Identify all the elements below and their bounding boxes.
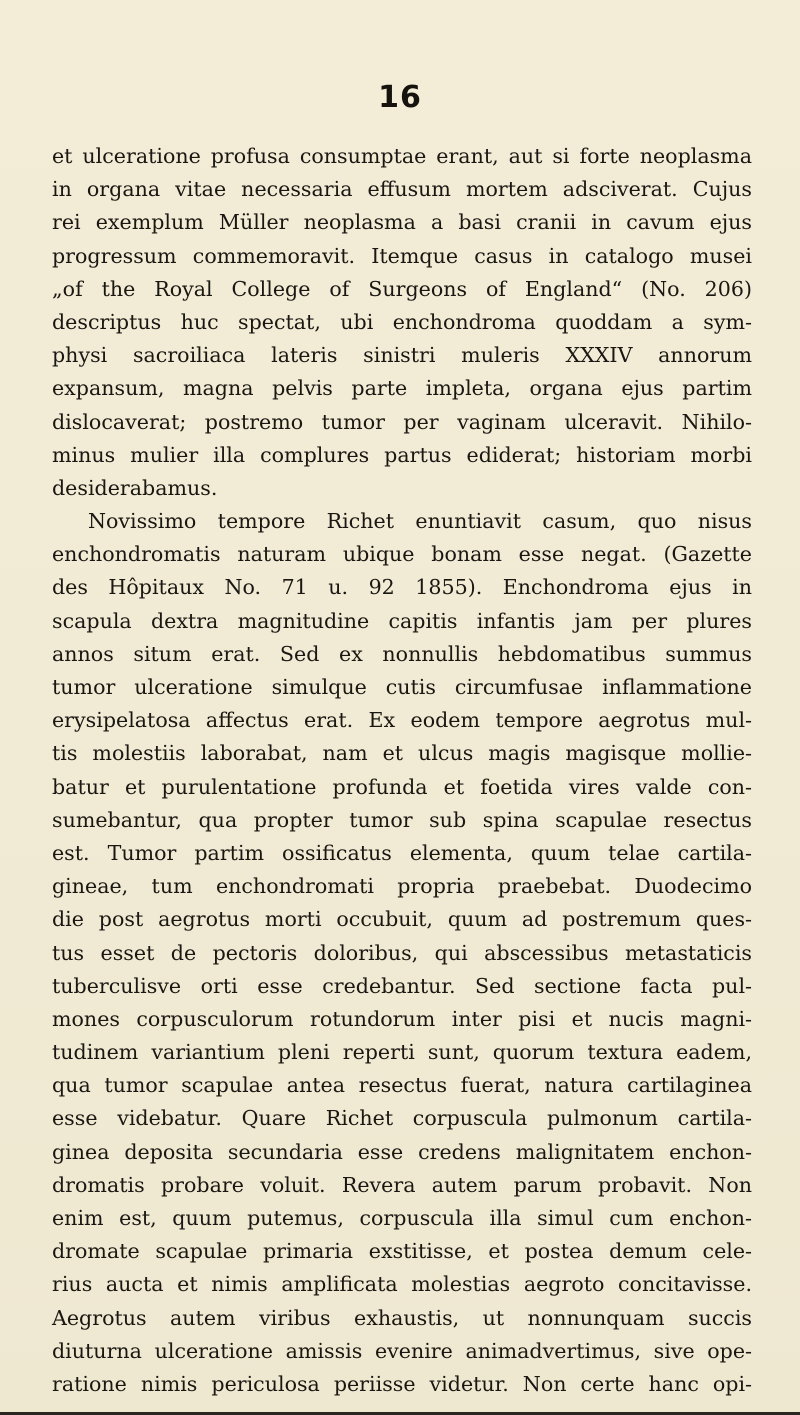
text-line: dromate scapulae primaria exstitisse, et postea demum cele-	[52, 1239, 752, 1264]
text-line: est. Tumor partim ossificatus elementa, quum telae cartila-	[52, 840, 752, 865]
text-line: batur et purulentatione profunda et foetida vires valde con-	[52, 774, 752, 799]
text-line: tumor ulceratione simulque cutis circumfusae inflammatione	[52, 675, 752, 699]
text-line: annos situm erat. Sed ex nonnullis hebdomatibus summus	[52, 641, 752, 666]
text-line: erysipelatosa affectus erat. Ex eodem tempore aegrotus mul-	[52, 708, 752, 733]
text-line: scapula dextra magnitudine capitis infantis jam per plures	[52, 608, 752, 633]
text-line: ginea deposita secundaria esse credens malignitatem enchon-	[52, 1139, 752, 1164]
text-line: qua tumor scapulae antea resectus fuerat, natura cartilaginea	[52, 1073, 752, 1098]
text-line: ratione nimis periculosa periisse videtur. Non certe hanc opi-	[52, 1371, 752, 1396]
text-line: progressum commemoravit. Itemque casus in catalogo musei	[52, 243, 752, 268]
text-line: minus mulier illa complures partus ediderat; historiam morbi	[52, 442, 752, 467]
text-line: des Hôpitaux No. 71 u. 92 1855). Enchondroma ejus in	[52, 575, 752, 600]
text-line: enchondromatis naturam ubique bonam esse negat. (Gazette	[52, 542, 752, 567]
text-line: Aegrotus autem viribus exhaustis, ut nonnunquam succis	[52, 1305, 752, 1330]
body-text	[52, 140, 752, 1401]
text-line: tis molestiis laborabat, nam et ulcus magis magisque mollie-	[52, 741, 752, 766]
text-line: die post aegrotus morti occubuit, quum ad postremum ques-	[52, 907, 752, 932]
text-line: descriptus huc spectat, ubi enchondroma quoddam a sym-	[52, 309, 752, 334]
text-line: in organa vitae necessaria effusum mortem adsciverat. Cujus	[52, 177, 752, 202]
text-line: enim est, quum putemus, corpuscula illa simul cum enchon-	[52, 1206, 752, 1230]
text-line: desiderabamus.	[52, 475, 218, 500]
text-line: et ulceratione profusa consumptae erant, aut si forte neoplasma	[52, 144, 752, 168]
text-line: expansum, magna pelvis parte impleta, organa ejus partim	[52, 376, 752, 401]
text-line: mones corpusculorum rotundorum inter pisi et nucis magni-	[52, 1006, 752, 1031]
text-line: esse videbatur. Quare Richet corpuscula pulmonum cartila-	[52, 1106, 752, 1131]
text-line: „of the Royal College of Surgeons of England“ (No. 206)	[52, 276, 752, 301]
text-line: physi sacroiliaca lateris sinistri muleris XXXIV annorum	[52, 343, 752, 368]
paragraph-start-line: Novissimo tempore Richet enuntiavit casum, quo nisus	[88, 509, 752, 534]
text-line: tudinem variantium pleni reperti sunt, quorum textura eadem,	[52, 1040, 752, 1065]
text-line: rius aucta et nimis amplificata molestias aegroto concitavisse.	[52, 1272, 752, 1297]
text-line: gineae, tum enchondromati propria praebebat. Duodecimo	[52, 874, 752, 899]
text-line: tus esset de pectoris doloribus, qui abscessibus metastaticis	[52, 940, 752, 965]
text-line: dromatis probare voluit. Revera autem parum probavit. Non	[52, 1172, 752, 1197]
page-number: 16	[378, 80, 422, 115]
text-line: sumebantur, qua propter tumor sub spina scapulae resectus	[52, 807, 752, 832]
text-line: rei exemplum Müller neoplasma a basi cranii in cavum ejus	[52, 210, 752, 235]
text-line: tuberculisve orti esse credebantur. Sed sectione facta pul-	[52, 973, 752, 998]
text-line: dislocaverat; postremo tumor per vaginam ulceravit. Nihilo-	[52, 409, 752, 434]
text-line: diuturna ulceratione amissis evenire animadvertimus, sive ope-	[52, 1338, 752, 1363]
